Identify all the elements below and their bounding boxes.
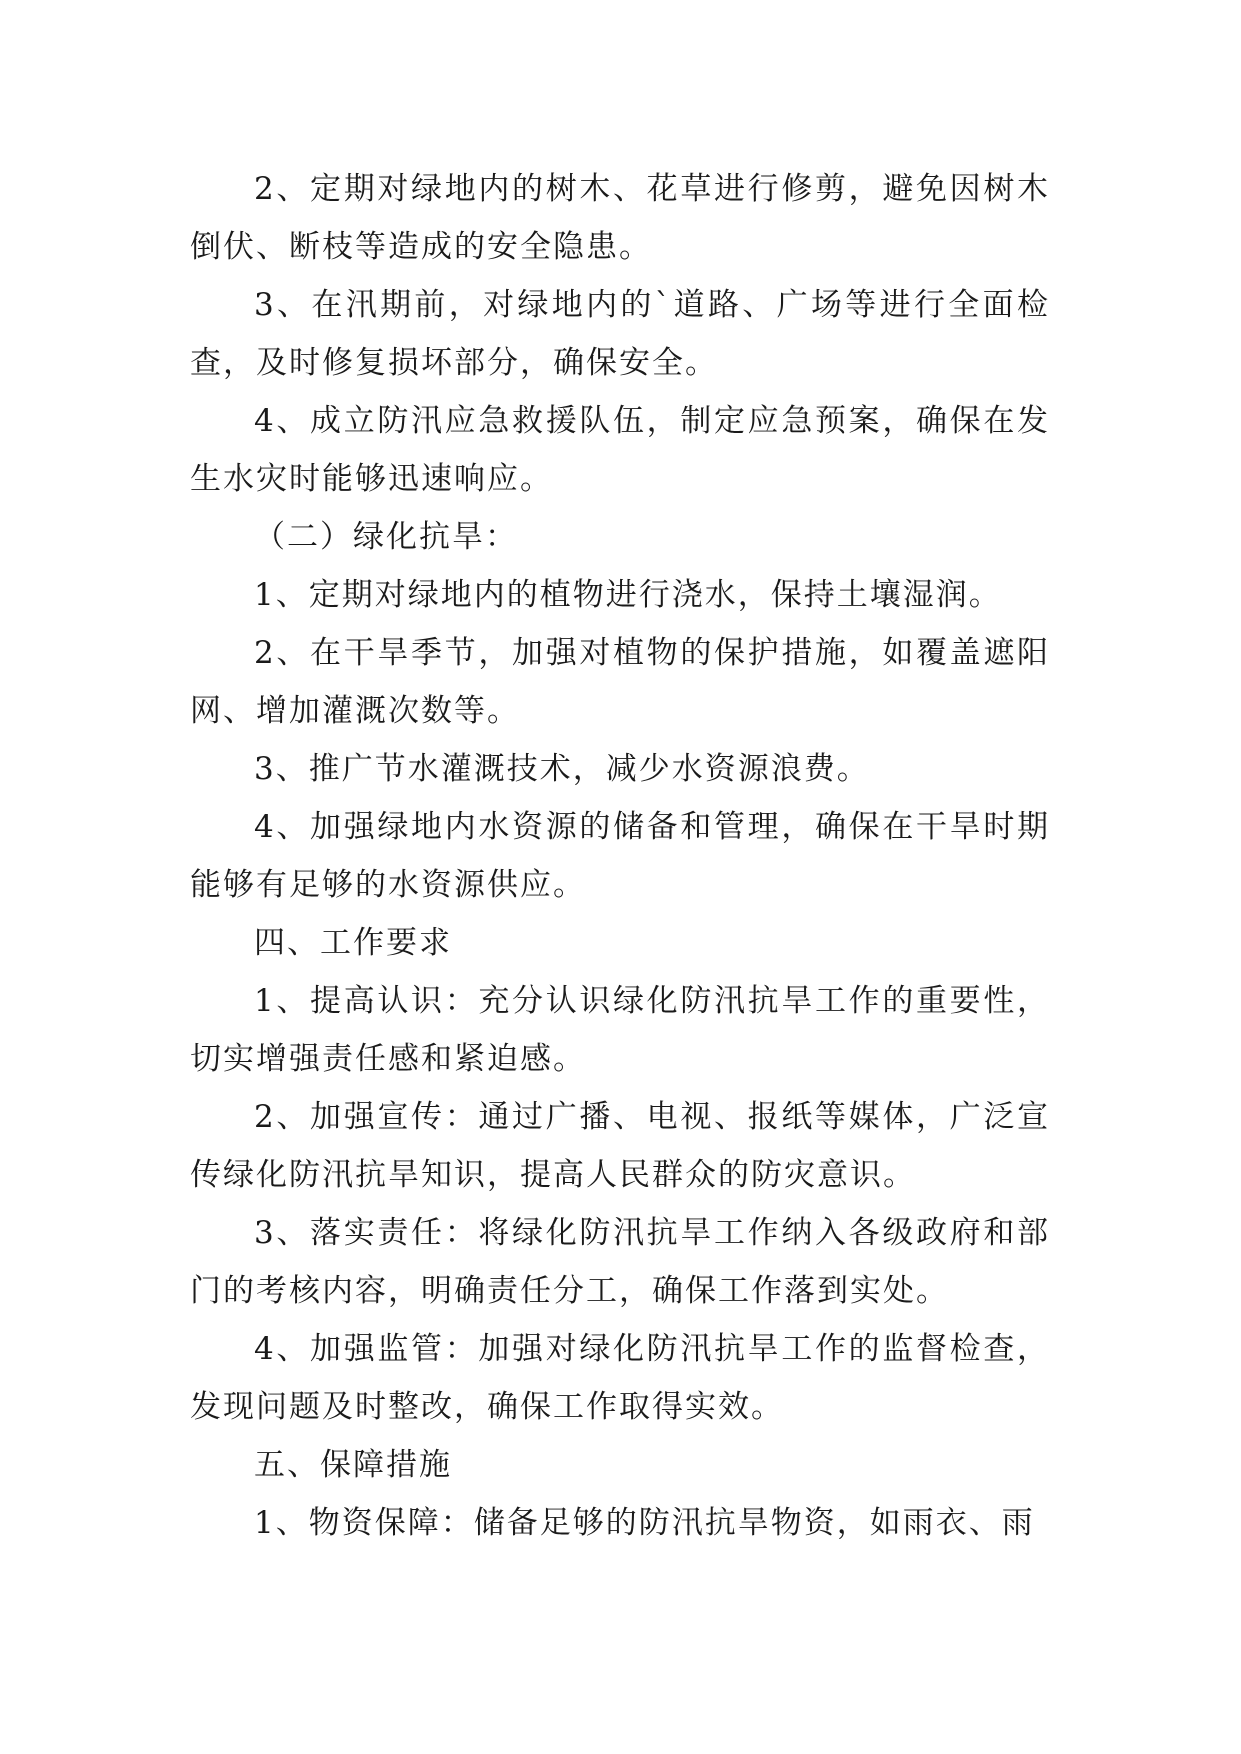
paragraph-requirement-responsibility: 3、落实责任：将绿化防汛抗旱工作纳入各级政府和部门的考核内容，明确责任分工，确保工作落到实处。 (190, 1215, 1050, 1309)
paragraph-drought-irrigation: 3、推广节水灌溉技术，减少水资源浪费。 (254, 751, 870, 787)
paragraph-flood-rescue-team: 4、成立防汛应急救援队伍，制定应急预案，确保在发生水灾时能够迅速响应。 (190, 403, 1050, 497)
paragraph-flood-trimming: 2、定期对绿地内的树木、花草进行修剪，避免因树木倒伏、断枝等造成的安全隐患。 (190, 171, 1050, 265)
paragraph-requirement-awareness: 1、提高认识：充分认识绿化防汛抗旱工作的重要性，切实增强责任感和紧迫感。 (190, 983, 1050, 1077)
paragraph-safeguard-materials: 1、物资保障：储备足够的防汛抗旱物资，如雨衣、雨 (254, 1505, 1035, 1541)
paragraph-drought-water-reserve: 4、加强绿地内水资源的储备和管理，确保在干旱时期能够有足够的水资源供应。 (190, 809, 1050, 903)
paragraph-flood-inspection: 3、在汛期前，对绿地内的`道路、广场等进行全面检查，及时修复损坏部分，确保安全。 (190, 287, 1050, 381)
section-heading-requirements: 四、工作要求 (254, 925, 452, 961)
paragraph-drought-protection: 2、在干旱季节，加强对植物的保护措施，如覆盖遮阳网、增加灌溉次数等。 (190, 635, 1050, 729)
document-body (190, 160, 1050, 1552)
section-heading-drought: （二）绿化抗旱： (254, 519, 518, 555)
paragraph-requirement-supervision: 4、加强监管：加强对绿化防汛抗旱工作的监督检查，发现问题及时整改，确保工作取得实效。 (190, 1331, 1050, 1425)
section-heading-safeguards: 五、保障措施 (254, 1447, 452, 1483)
paragraph-requirement-publicity: 2、加强宣传：通过广播、电视、报纸等媒体，广泛宣传绿化防汛抗旱知识，提高人民群众的防灾意识。 (190, 1099, 1050, 1193)
paragraph-drought-watering: 1、定期对绿地内的植物进行浇水，保持土壤湿润。 (254, 577, 1002, 613)
